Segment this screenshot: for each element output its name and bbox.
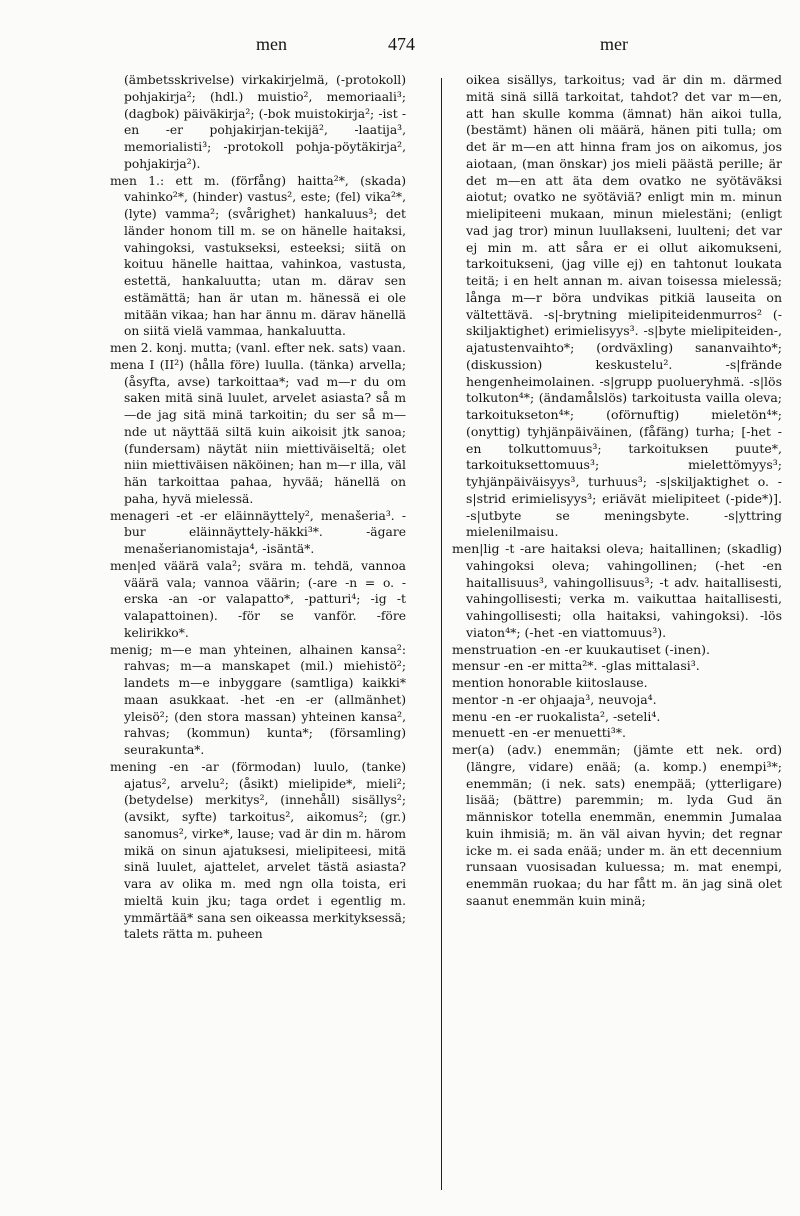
entry-mensur: mensur -en -er mitta²*. -glas mittalasi³. <box>452 658 700 674</box>
guide-word-left: men <box>256 34 287 54</box>
entry-mening-continued: oikea sisällys, tarkoitus; vad är din m. därmed mitä sinä sillä tarkoitat, tahdot? det var m—en, att han skulle komma (ämnat) hän aikoi tulla, (bestämt) hänen oli määrä, hänen piti tulla; om det är m—en att hinna fram jos on aikomus, jos aiotaan, (man önskar) jos mieli päästä perille; är det m—en att äta dem ovatko ne syötäväksi aiotut; ovatko ne syötäviä? enligt min m. minun mielipiteeni mukaan, minun mielestäni; (enligt vad jag tror) minun luullakseni, luulteni; det var ej min m. att såra er ei ollut aikomukseni, tarkoitukseni, (jag ville ej) en tahtonut loukata teitä; i en helt annan m. aivan toisessa mielessä; långa m—r böra undvikas pitkiä lauseita on vältettävä. -s|-brytning mielipiteidenmurros² (-skiljaktighet) erimielisyys³. -s|byte mielipiteiden-, ajatustenvaihto*; (ordväxling) sananvaihto*; (diskussion) keskustelu². -s|frände hengenheimolainen. -s|grupp puolueryhmä. -s|lös tolkuton⁴*; (ändamålslös) tarkoitusta vailla oleva; tarkoitukseton⁴*; (oförnuftig) mieletön⁴*; (onyttig) tyhjänpäiväinen, (fåfäng) turha; [-het -en tolkuttomuus³; tarkoituksen puute*, tarkoituksettomuus³; mielettömyys³; tyhjänpäiväisyys³, turhuus³; -s|skiljaktighet o. -s|strid erimielisyys³; eriävät mielipiteet (-pide*)]. -s|utbyte se meningsbyte. -s|yttring mielenilmaisu. <box>466 72 782 540</box>
guide-word-right: mer <box>600 34 628 54</box>
entry-menig: menig; m—e man yhteinen, alhainen kansa²: rahvas; m—a manskapet (mil.) miehistö²; landets m—e inbyggare (samtliga) kaikki* maan asukkaat. -het -en -er (allmänhet) yleisö²; (den stora massan) yhteinen kansa², rahvas; (kommun) kunta*; (församling) seurakunta*. <box>110 642 406 757</box>
entry-menuett: menuett -en -er menuetti³*. <box>452 725 627 741</box>
entry-mened: men|ed väärä vala²; svära m. tehdä, vannoa väärä vala; vannoa väärin; (-are -n = o. -erska -an -or valapatto*, -patturi⁴; -ig -t valapattoinen). -för se vanför. -före kelirikko*. <box>110 558 406 640</box>
entry-mera: mer(a) (adv.) enemmän; (jämte ett nek. ord) (längre, vidare) enää; (a. komp.) enempi³*; enemmän; (i nek. sats) enempää; (ytterligare) lisää; (bättre) paremmin; m. lyda Gud än människor totella enemmän, enemmin Jumalaa kuin ihmisiä; m. än väl aivan hyvin; det regnar icke m. ei sada enää; under m. än ett decennium runsaan vuosisadan kuluessa; m. mat enempi, enemmän ruokaa; du har fått m. än jag sinä olet saanut enemmän kuin minä; <box>452 742 782 908</box>
page-number: 474 <box>388 34 415 54</box>
column-divider <box>441 78 442 1190</box>
right-column <box>452 72 782 1212</box>
left-column <box>110 72 406 1212</box>
entry-menstruation: menstruation -en -er kuukautiset (-inen). <box>452 641 711 657</box>
entry-menageri: menageri -et -er eläinnäyttely², menašeria³. -bur eläinnäyttely-häkki³*. -ägare menašerianomistaja⁴, -isäntä*. <box>110 508 406 556</box>
entry-menu: menu -en -er ruokalista², -seteli⁴. <box>452 708 661 724</box>
page-header <box>0 34 800 62</box>
entry-menlig: men|lig -t -are haitaksi oleva; haitallinen; (skadlig) vahingoksi oleva; vahingollinen; (-het -en haitallisuus³, vahingollisuus³; -t adv. haitallisesti, vahingollisesti; verka m. vaikuttaa haitallisesti, vahingollisesti; olla haitaksi, vahingoksi). -lös viaton⁴*; (-het -en viattomuus³). <box>452 541 782 640</box>
entry-mention-honorable: mention honorable kiitoslause. <box>452 675 648 690</box>
entry-men-1: men 1.: ett m. (förfång) haitta²*, (skada) vahinko²*, (hinder) vastus², este; (fel) vika²*, (lyte) vamma²; (svårighet) hankaluus³; det länder honom till m. se on hänelle haitaksi, vahingoksi, vastukseksi, esteeksi; siitä on koituu hänelle haittaa, vahinkoa, vastusta, estettä, hankaluutta; utan m. därav sen estämättä; han är utan m. hänessä ei ole mitään vikaa; han har ännu m. därav hänellä on siitä vielä vammaa, hankaluutta. <box>110 173 406 339</box>
entry-continuation: (ämbetsskrivelse) virkakirjelmä, (-protokoll) pohjakirja²; (hdl.) muistio², memoriaali³; (dagbok) päiväkirja²; (-bok muistokirja²; -ist -en -er pohjakirjan-tekijä², -laatija³, memorialisti³; -protokoll pohja-pöytäkirja², pohjakirja²). <box>124 73 406 171</box>
entry-mening: mening -en -ar (förmodan) luulo, (tanke) ajatus², arvelu²; (åsikt) mielipide*, mieli²; (betydelse) merkitys², (innehåll) sisällys²; (avsikt, syfte) tarkoitus², aikomus²; (gr.) sanomus², virke*, lause; vad är din m. härom mikä on sinun ajatuksesi, mielipiteesi, mitä sinä luulet, ajattelet, arvelet tästä asiasta? vara av olika m. med ngn olla toista, eri mieltä kuin jku; taga ordet i egentlig m. ymmärtää* sana sen oikeassa merkityksessä; talets rätta m. puheen <box>110 759 406 942</box>
entry-men-2: men 2. konj. mutta; (vanl. efter nek. sats) vaan. <box>110 341 406 355</box>
entry-mena: mena I (II²) (hålla före) luulla. (tänka) arvella; (åsyfta, avse) tarkoittaa*; vad m—r du om saken mitä sinä luulet, arvelet asiasta? så m—de jag sitä minä tarkoitin; du ser så m—nde ut näyttää siltä kuin aikoisit jtk sanoa; (fundersam) näytät niin miettiväiseltä; olet niin miettiväisen näköinen; han m—r illa, väl hän tarkoittaa pahaa, hyvää; hänellä on paha, hyvä mielessä. <box>110 357 406 506</box>
entry-mentor: mentor -n -er ohjaaja³, neuvoja⁴. <box>452 691 657 707</box>
